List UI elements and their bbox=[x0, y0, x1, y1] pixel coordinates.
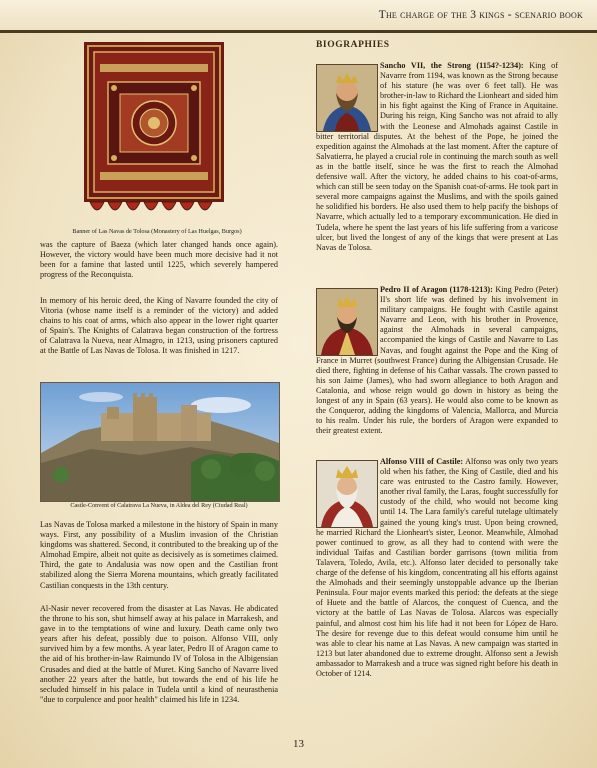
bio-pedro-text: King Pedro (Peter) II's short life was defined by his involvement in military campaigns. He fought with Castile against Navarre and Leon, with his brother in Provence, against the Almohads in several campaigns, accompanied the kings of Castile and Navarre to Las Navas, and fought against the Pope and the King of France in Murret (southwest France) during the Albigensian Crusade. He died there, fighting in defense of his Cathar vassals. The crown passed to his son Jaime (James), who had sworn allegiance to both Aragon and Catalonia, and whose reign would go down in history as being the longest of any in Spain (63 years). He would also come to be known as the Conqueror, adding the kingdoms of Valencia, Mallorca, and Murcia to his realm. Under his rule, the borders of Aragon were expanded to their greatest extent. bbox=[316, 285, 558, 436]
castle-image bbox=[40, 382, 280, 502]
banner-image bbox=[84, 42, 224, 220]
page-number: 13 bbox=[293, 738, 304, 750]
bio-alfonso-name: Alfonso VIII of Castile: bbox=[380, 457, 464, 466]
bio-sancho-text: King of Navarre from 1194, was known as the Strong because of his stature (he was over 6 feet tall). He was brother-in-law to Richard the Lionheart and sided him in his fight against the King of France in Aquitaine. During his reign, King Sancho was not afraid to ally with the Leonese and Almohads against Castile in bitter territorial disputes. At the behest of the Pope, he joined the expedition against the Almohads at the last moment. After the capture of Salvatierra, he played a crucial role in continuing the march south as well as in the battle itself, since he was the first to reach the Almohad defensive wall. After the victory, he added chains to his coat-of-arms, which can still be seen today on the Spanish coat-of-arms. He took part in several more campaigns against the Muslims, and with the spoils gained he solidified his borders. He also used them to help pacify the bishops of Navarre, which actually led to a temporary excommunication. He died in Tudela, where he spent the last years of his life suffering from a varicose ulcer, but lived the longest of any of the kings that were present at Las Navas de Tolosa. bbox=[316, 61, 558, 252]
biographies-heading: BIOGRAPHIES bbox=[316, 40, 390, 50]
bio-pedro bbox=[316, 285, 558, 436]
castle-caption: Castle-Convent of Calatrava La Nueva, in Aldea del Rey (Ciudad Real) bbox=[70, 502, 248, 509]
bio-sancho bbox=[316, 61, 558, 253]
left-paragraph-3: Las Navas de Tolosa marked a milestone in the history of Spain in many ways. First, any possibility of a Muslim invasion of the Christian kingdoms was shattered. Second, it contributed to the breaking up of the Almohad Empire, albeit not quite as decisively as is sometimes claimed. Third, the gate to Andalusia was now open and the Castilian front stabilized along the Sierra Morena mountains, which greatly facilitated Castilian conquests in the 13th century. bbox=[40, 520, 278, 590]
bio-sancho-name: Sancho VII, the Strong (1154?-1234): bbox=[380, 61, 524, 70]
bio-alfonso bbox=[316, 457, 558, 679]
banner-caption: Banner of Las Navas de Tolosa (Monastery of Las Huelgas, Burgos) bbox=[72, 228, 242, 235]
bio-pedro-name: Pedro II of Aragon (1178-1213): bbox=[380, 285, 493, 294]
left-paragraph-2: In memory of his heroic deed, the King of Navarre founded the city of Vitoria (whose name itself is a reminder of the victory) and added chains to his coat of arms, which also appear in the lower right quarter of Spain's. The Knights of Calatrava began construction of the fortress of Calatrava la Nueva, near Almagro, in 1213, using prisoners captured at the Battle of Las Navas de Tolosa. It was finished in 1217. bbox=[40, 296, 278, 356]
left-paragraph-1: was the capture of Baeza (which later changed hands once again). However, the victory would have been much more decisive had it not been for a famine that lasted until 1225, which severely hampered progress of the Reconquista. bbox=[40, 240, 278, 280]
left-paragraph-4: Al-Nasir never recovered from the disaster at Las Navas. He abdicated the throne to his son, shut himself away at his palace in Marrakesh, and gave in to the temptations of wine and luxury. Death came only two years after his defeat, possibly due to poison. Alfonso VIII, only survived him by a few months. A year later, Pedro II of Aragon came to the aid of his brother-in-law Raimundo IV of Tolosa in the Albigensian Crusades and died at the battle of Muret. King Sancho of Navarre lived another 22 years after the battle, but towards the end of his life he secluded himself in his palace in Tudela until a kind of neurasthenia "due to corpulence and poor health" claimed his life in 1234. bbox=[40, 604, 278, 704]
header-bar bbox=[0, 0, 597, 33]
bio-alfonso-text: Alfonso was only two years old when his father, the King of Castile, died and his care was entrusted to the Castro family. However, another rival family, the Laras, fought successfully for custody of the child, who would not become king until 14. The Lara family's careful tutelage ultimately gained the young king's trust. Upon being crowned, he married Richard the Lionheart's sister, Leonor. Meanwhile, Almohad power continued to grow, as all they had to contend with were the individual Taifas and Castilian border garrisons (town militia from Talavera, Toledo, Avila, etc.). Alfonso later decided to personally take charge of the defense of his kingdom, concentrating all his efforts against the Almohads and their seemingly unstoppable advance up the Iberian Peninsula. Four major events marked this period: the defeats at the siege of Huete and the battle of Alarcos, the conquest of Cuenca, and the victory at the battle of Las Navas de Tolosa. Alarcos was especially painful, and almost cost him his life had it not been for López de Haro. The desire for revenge due to this defeat would consume him until he was able to clear his name at Las Navas. A new campaign was started in 1213 but later abandoned due to extreme drought. Alfonso sent a Jewish ambassador to Marrakesh and a truce was signed right before his death in October of 1214. bbox=[316, 457, 558, 678]
page-header-title: The charge of the 3 kings - scenario book bbox=[378, 9, 583, 21]
